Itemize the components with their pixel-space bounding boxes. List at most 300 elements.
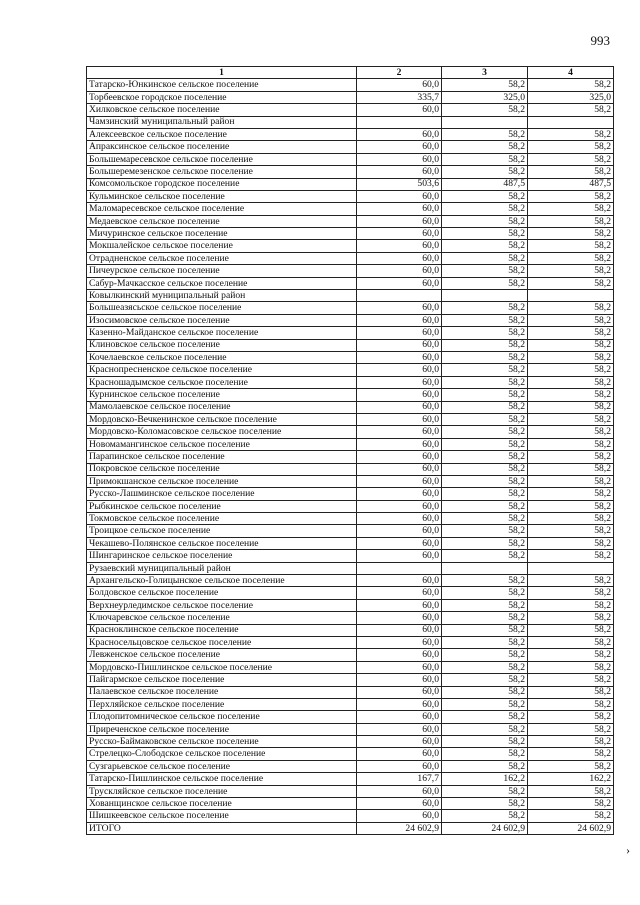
table-row [87, 575, 614, 587]
table-row [87, 389, 614, 401]
table-row [87, 760, 614, 772]
row-value-col2: 60,0 [357, 190, 442, 202]
column-header-3: 3 [442, 67, 528, 79]
row-name: Большемаресевское сельское поселение [87, 153, 357, 165]
row-value-col3: 58,2 [442, 438, 528, 450]
table-row [87, 79, 614, 91]
row-name: Медаевское сельское поселение [87, 215, 357, 227]
row-name: Сабур-Мачкасское сельское поселение [87, 277, 357, 289]
row-name: Мордовско-Вечкенинское сельское поселение [87, 413, 357, 425]
row-value-col2: 60,0 [357, 649, 442, 661]
total-row [87, 822, 614, 834]
row-value-col2: 60,0 [357, 339, 442, 351]
table-row [87, 351, 614, 363]
row-value-col4: 58,2 [528, 240, 614, 252]
row-value-col4: 58,2 [528, 463, 614, 475]
table-row [87, 723, 614, 735]
row-value-col3: 58,2 [442, 587, 528, 599]
row-value-col4: 58,2 [528, 686, 614, 698]
table-row [87, 612, 614, 624]
row-value-col4: 58,2 [528, 153, 614, 165]
row-name: Хилковское сельское поселение [87, 104, 357, 116]
column-header-2: 2 [357, 67, 442, 79]
row-value-col2: 60,0 [357, 711, 442, 723]
total-value-col4: 24 602,9 [528, 822, 614, 834]
row-value-col3: 58,2 [442, 302, 528, 314]
row-name: Сузгарьевское сельское поселение [87, 760, 357, 772]
row-value-col3: 58,2 [442, 364, 528, 376]
table-row [87, 314, 614, 326]
table-row [87, 488, 614, 500]
appropriation-table [86, 66, 614, 835]
table-row [87, 116, 614, 128]
row-name: Торбеевское городское поселение [87, 91, 357, 103]
row-value-col3: 58,2 [442, 228, 528, 240]
row-value-col2: 60,0 [357, 314, 442, 326]
row-value-col3: 58,2 [442, 252, 528, 264]
row-value-col4: 58,2 [528, 624, 614, 636]
row-value-col3: 58,2 [442, 190, 528, 202]
table-row [87, 810, 614, 822]
row-value-col3: 58,2 [442, 203, 528, 215]
table-header-row [87, 67, 614, 79]
row-value-col4: 58,2 [528, 190, 614, 202]
table-row [87, 376, 614, 388]
table-row [87, 674, 614, 686]
row-value-col3: 58,2 [442, 698, 528, 710]
row-value-col4: 58,2 [528, 513, 614, 525]
table-row [87, 698, 614, 710]
table-row [87, 438, 614, 450]
row-value-col3 [442, 562, 528, 574]
row-value-col4: 58,2 [528, 537, 614, 549]
row-value-col2: 60,0 [357, 451, 442, 463]
row-name: Татарско-Юнкинское сельское поселение [87, 79, 357, 91]
row-name: Пайгармское сельское поселение [87, 674, 357, 686]
row-value-col4: 58,2 [528, 203, 614, 215]
row-name: Большеазясьское сельское поселение [87, 302, 357, 314]
row-value-col4: 58,2 [528, 141, 614, 153]
row-name: Левженское сельское поселение [87, 649, 357, 661]
row-value-col3: 58,2 [442, 785, 528, 797]
table-row [87, 550, 614, 562]
row-name: Ковылкинский муниципальный район [87, 290, 357, 302]
row-name: Алексеевское сельское поселение [87, 128, 357, 140]
row-value-col3: 58,2 [442, 128, 528, 140]
row-name: Рузаевский муниципальный район [87, 562, 357, 574]
row-value-col2: 60,0 [357, 327, 442, 339]
row-value-col4: 58,2 [528, 661, 614, 673]
row-value-col4: 58,2 [528, 636, 614, 648]
row-name: Кульминское сельское поселение [87, 190, 357, 202]
row-value-col3: 58,2 [442, 141, 528, 153]
table-row [87, 265, 614, 277]
row-value-col4: 487,5 [528, 178, 614, 190]
row-value-col3: 58,2 [442, 711, 528, 723]
row-value-col3: 58,2 [442, 401, 528, 413]
row-name: Архангельско-Голицынское сельское поселение [87, 575, 357, 587]
row-name: Хованщинское сельское поселение [87, 798, 357, 810]
total-value-col3: 24 602,9 [442, 822, 528, 834]
row-value-col2: 60,0 [357, 203, 442, 215]
row-value-col4: 58,2 [528, 426, 614, 438]
row-value-col4: 58,2 [528, 215, 614, 227]
row-name: Татарско-Пишлинское сельское поселение [87, 773, 357, 785]
row-name: Русско-Лашминское сельское поселение [87, 488, 357, 500]
table-row [87, 141, 614, 153]
row-value-col2: 60,0 [357, 166, 442, 178]
row-value-col2 [357, 562, 442, 574]
row-value-col2: 60,0 [357, 438, 442, 450]
table-row [87, 736, 614, 748]
row-value-col2: 60,0 [357, 413, 442, 425]
row-value-col2: 60,0 [357, 277, 442, 289]
row-name: Красношадымское сельское поселение [87, 376, 357, 388]
row-value-col4: 58,2 [528, 612, 614, 624]
row-value-col4: 58,2 [528, 265, 614, 277]
row-value-col3: 58,2 [442, 798, 528, 810]
row-value-col3: 58,2 [442, 500, 528, 512]
table-row [87, 401, 614, 413]
row-value-col4: 58,2 [528, 389, 614, 401]
row-name: Ключаревское сельское поселение [87, 612, 357, 624]
row-value-col4: 58,2 [528, 128, 614, 140]
row-value-col2: 60,0 [357, 698, 442, 710]
row-value-col2: 60,0 [357, 798, 442, 810]
table-row [87, 302, 614, 314]
row-name: Стрелецко-Слободское сельское поселение [87, 748, 357, 760]
row-value-col4: 58,2 [528, 327, 614, 339]
row-value-col4: 58,2 [528, 575, 614, 587]
row-value-col3: 58,2 [442, 674, 528, 686]
row-value-col4: 58,2 [528, 698, 614, 710]
row-value-col2: 60,0 [357, 475, 442, 487]
row-value-col2: 60,0 [357, 575, 442, 587]
row-value-col3: 58,2 [442, 339, 528, 351]
row-value-col4 [528, 116, 614, 128]
table-row [87, 451, 614, 463]
row-value-col2: 60,0 [357, 252, 442, 264]
table-body [87, 79, 614, 822]
row-value-col2: 60,0 [357, 723, 442, 735]
table-row [87, 166, 614, 178]
row-value-col3: 58,2 [442, 314, 528, 326]
row-value-col2: 60,0 [357, 760, 442, 772]
row-value-col4: 58,2 [528, 351, 614, 363]
row-value-col3: 58,2 [442, 153, 528, 165]
row-value-col4: 58,2 [528, 451, 614, 463]
row-value-col2: 60,0 [357, 228, 442, 240]
row-value-col4: 58,2 [528, 166, 614, 178]
row-value-col2: 60,0 [357, 748, 442, 760]
row-name: Шишкеевское сельское поселение [87, 810, 357, 822]
row-value-col3: 58,2 [442, 760, 528, 772]
row-value-col4: 58,2 [528, 401, 614, 413]
row-name: Мордовско-Пишлинское сельское поселение [87, 661, 357, 673]
row-name: Мичуринское сельское поселение [87, 228, 357, 240]
table-row [87, 686, 614, 698]
row-value-col4: 58,2 [528, 798, 614, 810]
row-name: Пичеурское сельское поселение [87, 265, 357, 277]
row-value-col2: 60,0 [357, 661, 442, 673]
row-name: Маломаресевское сельское поселение [87, 203, 357, 215]
row-value-col3: 58,2 [442, 513, 528, 525]
row-value-col4: 58,2 [528, 674, 614, 686]
row-name: Токмовское сельское поселение [87, 513, 357, 525]
row-value-col2 [357, 116, 442, 128]
row-value-col3: 58,2 [442, 661, 528, 673]
row-value-col4: 58,2 [528, 413, 614, 425]
row-value-col4: 58,2 [528, 785, 614, 797]
row-value-col2: 60,0 [357, 550, 442, 562]
row-name: Мордовско-Коломасовское сельское поселение [87, 426, 357, 438]
row-value-col2: 60,0 [357, 389, 442, 401]
row-value-col2: 60,0 [357, 500, 442, 512]
row-value-col3: 58,2 [442, 624, 528, 636]
row-name: Чамзинский муниципальный район [87, 116, 357, 128]
row-name: Чекашево-Полянское сельское поселение [87, 537, 357, 549]
row-value-col4: 58,2 [528, 228, 614, 240]
row-value-col2: 60,0 [357, 612, 442, 624]
row-value-col3: 58,2 [442, 240, 528, 252]
row-value-col2 [357, 290, 442, 302]
row-value-col4: 58,2 [528, 760, 614, 772]
row-value-col2: 60,0 [357, 674, 442, 686]
row-value-col4: 58,2 [528, 723, 614, 735]
row-value-col2: 60,0 [357, 104, 442, 116]
row-value-col4: 58,2 [528, 810, 614, 822]
row-value-col2: 60,0 [357, 624, 442, 636]
table-row [87, 661, 614, 673]
row-name: Шингаринское сельское поселение [87, 550, 357, 562]
row-value-col2: 60,0 [357, 426, 442, 438]
total-label: ИТОГО [87, 822, 357, 834]
row-name: Троицкое сельское поселение [87, 525, 357, 537]
row-value-col2: 60,0 [357, 79, 442, 91]
row-value-col2: 60,0 [357, 376, 442, 388]
table-row [87, 327, 614, 339]
table-row [87, 463, 614, 475]
row-name: Мамолаевское сельское поселение [87, 401, 357, 413]
row-name: Комсомольское городское поселение [87, 178, 357, 190]
table-row [87, 290, 614, 302]
table-row [87, 562, 614, 574]
row-name: Парапинское сельское поселение [87, 451, 357, 463]
row-value-col4: 58,2 [528, 711, 614, 723]
table-row [87, 785, 614, 797]
row-name: Болдовское сельское поселение [87, 587, 357, 599]
row-value-col2: 503,6 [357, 178, 442, 190]
row-value-col3: 58,2 [442, 488, 528, 500]
row-name: Приреченское сельское поселение [87, 723, 357, 735]
row-value-col3: 58,2 [442, 166, 528, 178]
row-value-col2: 60,0 [357, 686, 442, 698]
table-row [87, 711, 614, 723]
margin-mark: › [626, 843, 630, 857]
row-name: Перхляйское сельское поселение [87, 698, 357, 710]
row-value-col4: 58,2 [528, 302, 614, 314]
row-name: Новомамангинское сельское поселение [87, 438, 357, 450]
row-value-col2: 167,7 [357, 773, 442, 785]
row-value-col2: 60,0 [357, 736, 442, 748]
row-value-col2: 60,0 [357, 240, 442, 252]
table-row [87, 203, 614, 215]
row-value-col4: 58,2 [528, 277, 614, 289]
row-name: Красносельцовское сельское поселение [87, 636, 357, 648]
row-value-col4: 58,2 [528, 339, 614, 351]
table-row [87, 599, 614, 611]
row-value-col4 [528, 290, 614, 302]
table-row [87, 153, 614, 165]
row-value-col4: 58,2 [528, 475, 614, 487]
table-row [87, 104, 614, 116]
row-value-col4: 58,2 [528, 438, 614, 450]
row-name: Палаевское сельское поселение [87, 686, 357, 698]
row-value-col3: 58,2 [442, 537, 528, 549]
table-row [87, 252, 614, 264]
table-row [87, 426, 614, 438]
row-value-col3: 58,2 [442, 389, 528, 401]
row-value-col3: 58,2 [442, 575, 528, 587]
table-row [87, 215, 614, 227]
table-row [87, 513, 614, 525]
table-row [87, 364, 614, 376]
row-value-col3: 58,2 [442, 79, 528, 91]
row-value-col3: 58,2 [442, 451, 528, 463]
table-row [87, 190, 614, 202]
row-value-col4: 58,2 [528, 500, 614, 512]
row-value-col3: 58,2 [442, 265, 528, 277]
row-name: Русско-Баймаковское сельское поселение [87, 736, 357, 748]
row-value-col3: 58,2 [442, 327, 528, 339]
table-row [87, 537, 614, 549]
row-value-col2: 60,0 [357, 463, 442, 475]
row-value-col2: 335,7 [357, 91, 442, 103]
row-value-col2: 60,0 [357, 265, 442, 277]
row-value-col3: 58,2 [442, 413, 528, 425]
row-value-col4: 58,2 [528, 252, 614, 264]
row-name: Рыбкинское сельское поселение [87, 500, 357, 512]
row-value-col3: 58,2 [442, 736, 528, 748]
row-name: Казенно-Майданское сельское поселение [87, 327, 357, 339]
row-value-col3 [442, 290, 528, 302]
table-row [87, 413, 614, 425]
row-value-col3: 58,2 [442, 475, 528, 487]
table-row [87, 91, 614, 103]
row-value-col4: 58,2 [528, 736, 614, 748]
row-value-col2: 60,0 [357, 587, 442, 599]
row-value-col3: 58,2 [442, 550, 528, 562]
total-value-col2: 24 602,9 [357, 822, 442, 834]
table-row [87, 624, 614, 636]
row-value-col3: 58,2 [442, 599, 528, 611]
row-name: Покровское сельское поселение [87, 463, 357, 475]
row-value-col3: 58,2 [442, 104, 528, 116]
row-value-col4: 58,2 [528, 587, 614, 599]
row-value-col3: 162,2 [442, 773, 528, 785]
row-value-col3: 487,5 [442, 178, 528, 190]
row-name: Мокшалейское сельское поселение [87, 240, 357, 252]
row-name: Большеремезенское сельское поселение [87, 166, 357, 178]
row-value-col4: 58,2 [528, 488, 614, 500]
row-value-col2: 60,0 [357, 810, 442, 822]
table-row [87, 240, 614, 252]
row-value-col2: 60,0 [357, 537, 442, 549]
row-value-col2: 60,0 [357, 215, 442, 227]
row-value-col4: 58,2 [528, 376, 614, 388]
row-value-col3 [442, 116, 528, 128]
row-value-col2: 60,0 [357, 351, 442, 363]
row-value-col4: 325,0 [528, 91, 614, 103]
row-value-col4: 162,2 [528, 773, 614, 785]
row-value-col3: 58,2 [442, 723, 528, 735]
row-name: Изосимовское сельское поселение [87, 314, 357, 326]
row-value-col4: 58,2 [528, 525, 614, 537]
row-name: Кочелаевское сельское поселение [87, 351, 357, 363]
row-value-col2: 60,0 [357, 364, 442, 376]
row-name: Красноклинское сельское поселение [87, 624, 357, 636]
row-name: Клиновское сельское поселение [87, 339, 357, 351]
row-name: Краснопресненское сельское поселение [87, 364, 357, 376]
row-value-col2: 60,0 [357, 785, 442, 797]
row-value-col2: 60,0 [357, 141, 442, 153]
row-value-col2: 60,0 [357, 128, 442, 140]
row-name: Примокшанское сельское поселение [87, 475, 357, 487]
row-value-col3: 58,2 [442, 376, 528, 388]
table-row [87, 587, 614, 599]
row-value-col3: 58,2 [442, 351, 528, 363]
row-value-col3: 58,2 [442, 525, 528, 537]
row-value-col4: 58,2 [528, 104, 614, 116]
row-value-col4: 58,2 [528, 314, 614, 326]
row-name: Плодопитомническое сельское поселение [87, 711, 357, 723]
row-value-col4: 58,2 [528, 599, 614, 611]
row-name: Трускляйское сельское поселение [87, 785, 357, 797]
row-value-col2: 60,0 [357, 302, 442, 314]
row-value-col3: 58,2 [442, 463, 528, 475]
table-row [87, 748, 614, 760]
column-header-1: 1 [87, 67, 357, 79]
table-row [87, 277, 614, 289]
row-value-col3: 58,2 [442, 748, 528, 760]
row-value-col2: 60,0 [357, 599, 442, 611]
row-value-col4 [528, 562, 614, 574]
table-row [87, 525, 614, 537]
row-value-col2: 60,0 [357, 153, 442, 165]
table-row [87, 128, 614, 140]
column-header-4: 4 [528, 67, 614, 79]
row-value-col4: 58,2 [528, 364, 614, 376]
row-value-col3: 325,0 [442, 91, 528, 103]
table-row [87, 228, 614, 240]
row-value-col3: 58,2 [442, 612, 528, 624]
row-value-col2: 60,0 [357, 636, 442, 648]
row-value-col3: 58,2 [442, 810, 528, 822]
row-value-col3: 58,2 [442, 686, 528, 698]
row-value-col4: 58,2 [528, 79, 614, 91]
table-row [87, 475, 614, 487]
row-value-col2: 60,0 [357, 401, 442, 413]
row-value-col2: 60,0 [357, 525, 442, 537]
page-number: 993 [590, 33, 610, 48]
row-value-col2: 60,0 [357, 513, 442, 525]
table-row [87, 339, 614, 351]
row-value-col4: 58,2 [528, 550, 614, 562]
row-value-col4: 58,2 [528, 748, 614, 760]
row-value-col4: 58,2 [528, 649, 614, 661]
row-value-col3: 58,2 [442, 277, 528, 289]
row-value-col3: 58,2 [442, 649, 528, 661]
